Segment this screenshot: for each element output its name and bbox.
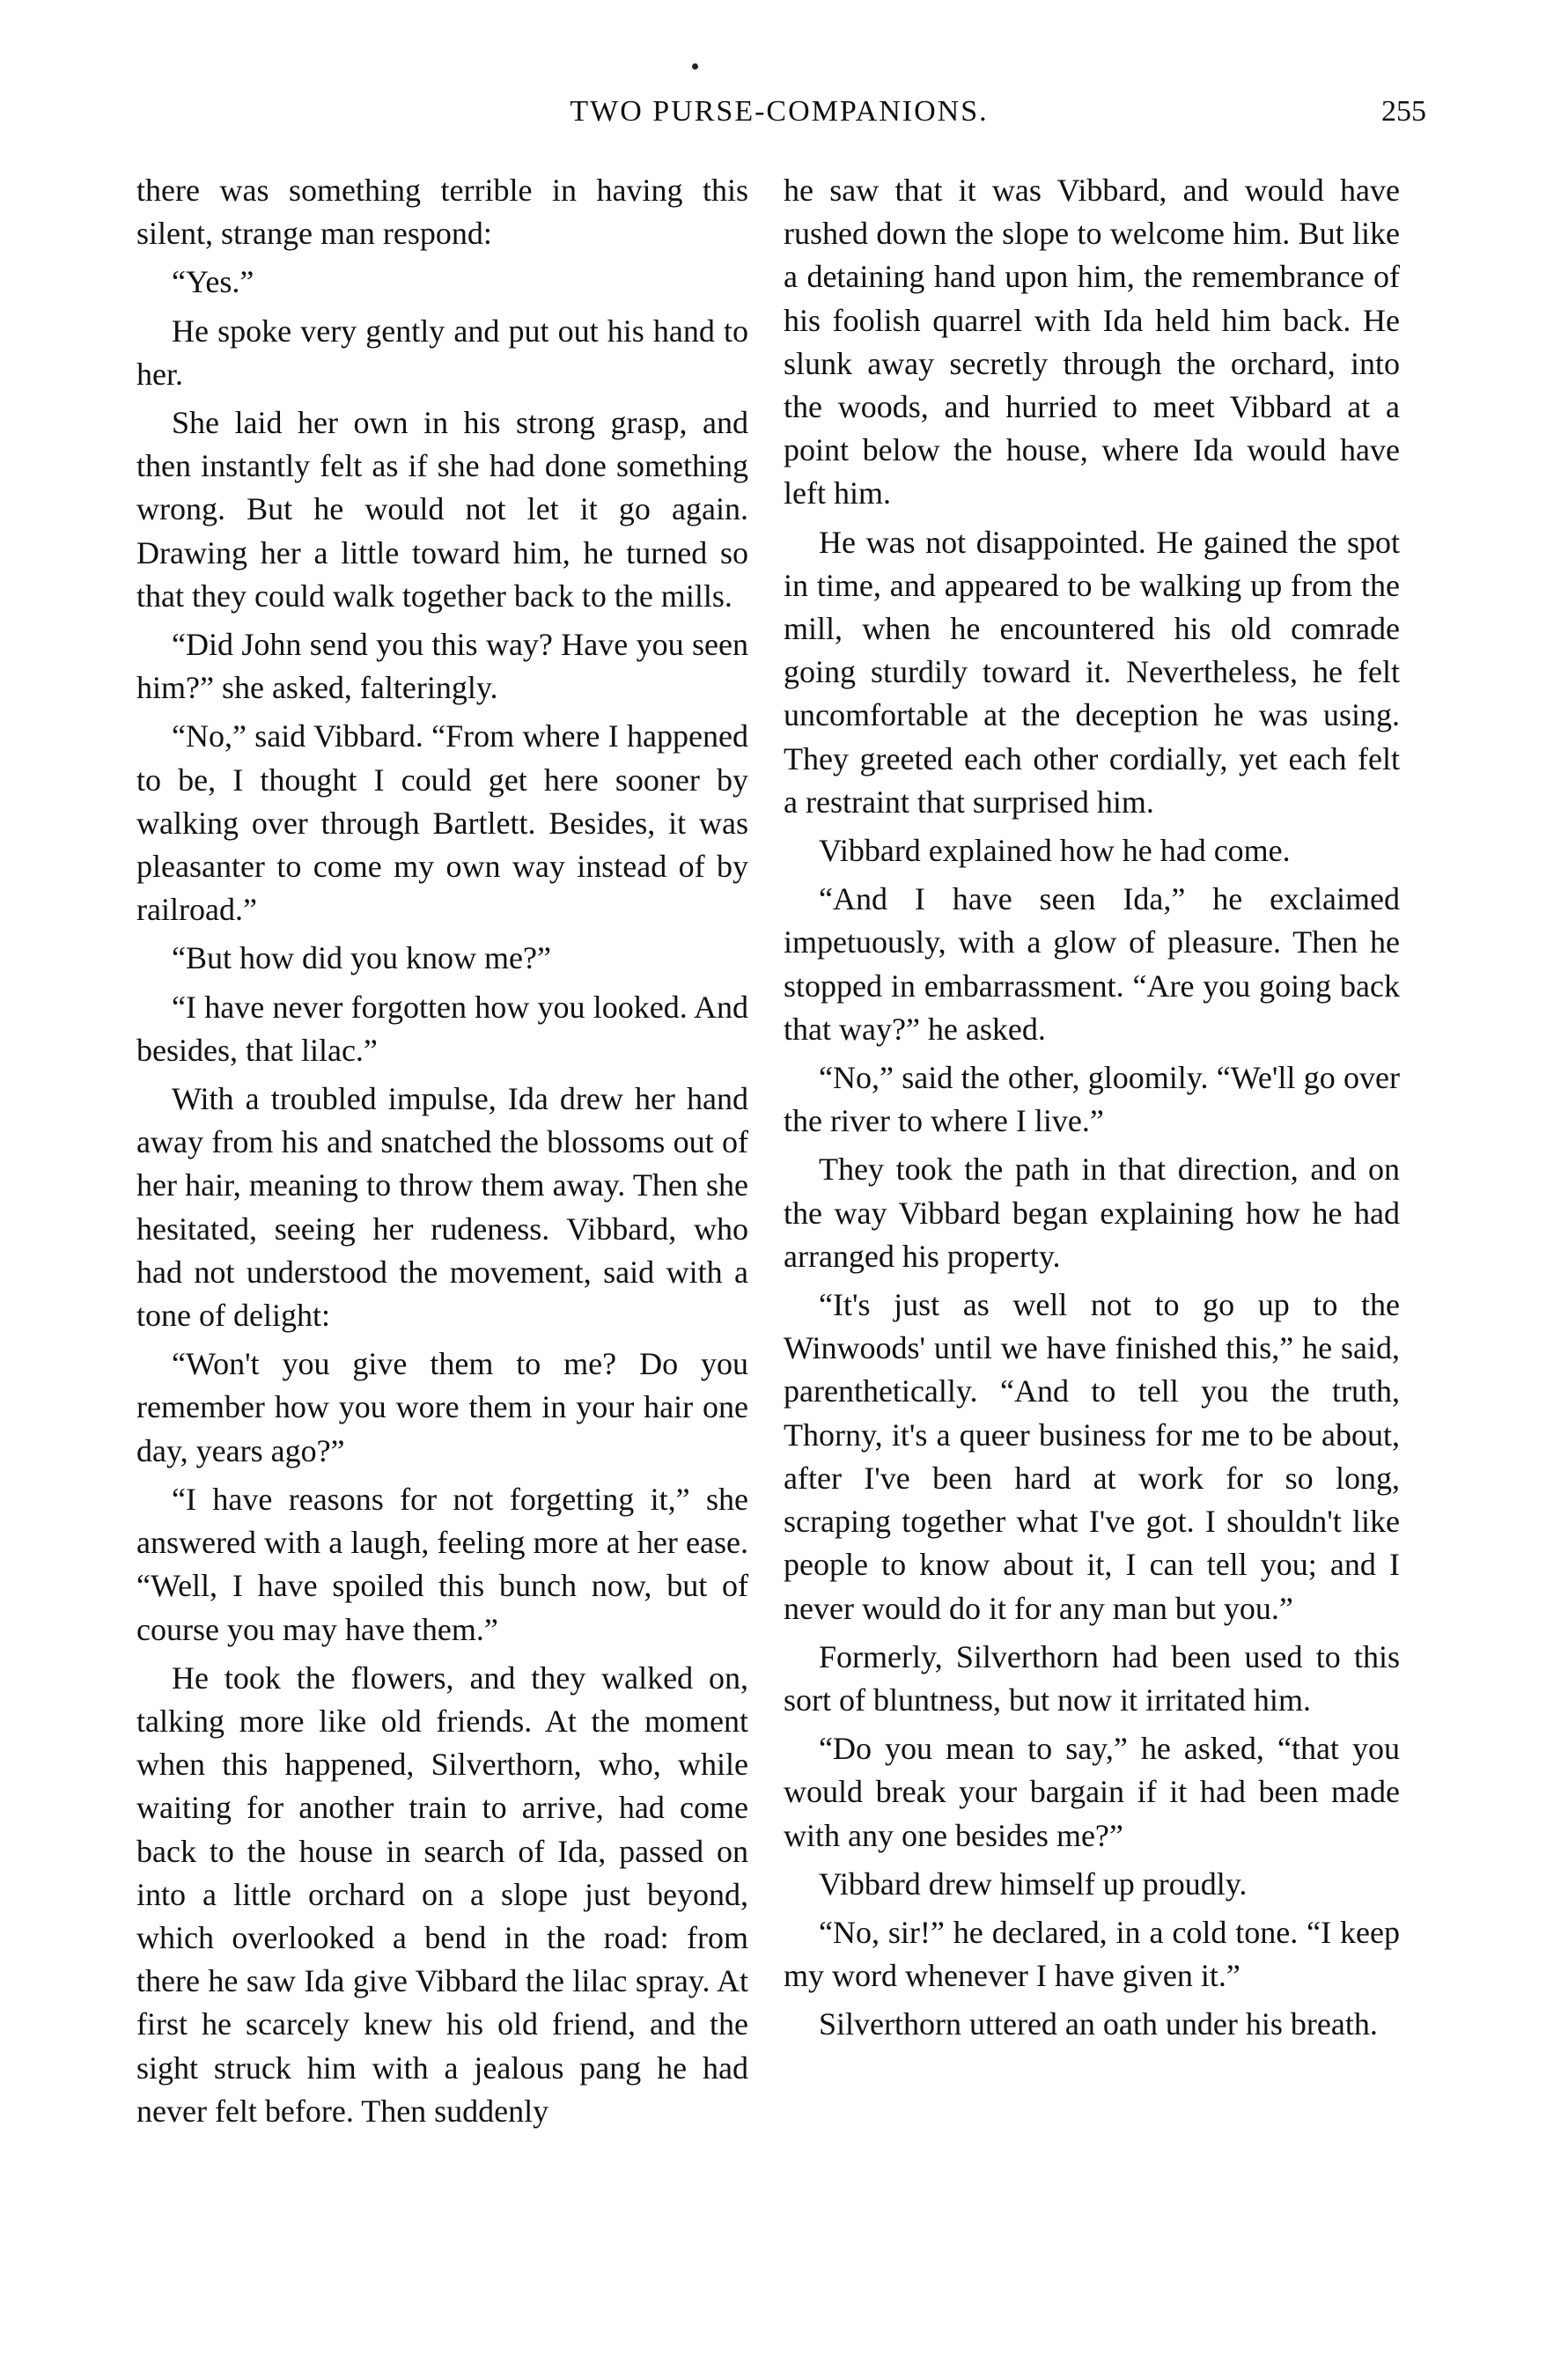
paragraph: “I have never forgotten how you looked. And besides, that lilac.” [136, 989, 748, 1068]
paragraph: “Yes.” [172, 264, 254, 300]
paragraph: “No, sir!” he declared, in a cold tone. “I keep my word whenever I have given it.” [784, 1914, 1400, 1994]
paragraph: Vibbard drew himself up proudly. [819, 1865, 1248, 1902]
paragraph: “No,” said Vibbard. “From where I happened to be, I thought I could get here sooner by walking over through Bartlett. Besides, it was pleasanter to come my own way instead of by railroad.” [136, 718, 748, 928]
paragraph: “I have reasons for not forgetting it,” she answered with a laugh, feeling more at her ease. “Well, I have spoiled this bunch now, but of course you may have them.” [136, 1481, 748, 1647]
paragraph: They took the path in that direction, and on the way Vibbard began explaining how he had arranged his property. [784, 1152, 1400, 1274]
paragraph: he saw that it was Vibbard, and would have rushed down the slope to welcome him. But like a detaining hand upon him, the remembrance of his foolish quarrel with Ida held him back. He slunk away secretly through the orchard, into the woods, and hurried to meet Vibbard at a point below the house, where Ida would have left him. [784, 173, 1400, 511]
paragraph: “It's just as well not to go up to the Winwoods' until we have finished this,” he said, parenthetically. “And to tell you the truth, Thorny, it's a queer business for me to be about, after I've been hard at work for so long, scraping together what I've got. I shouldn't like people to know about it, I can tell you; and I never would do it for any man but you.” [784, 1287, 1400, 1626]
paragraph: “Did John send you this way? Have you seen him?” she asked, falteringly. [136, 627, 748, 706]
paragraph: “No,” said the other, gloomily. “We'll go over the river to where I live.” [784, 1060, 1400, 1139]
paragraph: “Won't you give them to me? Do you remember how you wore them in your hair one day, years ago?” [136, 1346, 748, 1468]
paragraph: “And I have seen Ida,” he exclaimed impetuously, with a glow of pleasure. Then he stopped in embarrassment. “Are you going back that way?” he asked. [784, 881, 1400, 1047]
page-number: 255 [1381, 95, 1426, 128]
paragraph: Silverthorn uttered an oath under his breath. [819, 2006, 1378, 2042]
paragraph: “Do you mean to say,” he asked, “that you would break your bargain if it had been made with any one besides me?” [784, 1731, 1400, 1853]
paragraph: He was not disappointed. He gained the spot in time, and appeared to be walking up from the mill, when he encountered his old comrade going sturdily toward it. Nevertheless, he felt uncomfortable at the deception he was using. They greeted each other cordially, yet each felt a restraint that surprised him. [784, 524, 1400, 820]
paragraph: She laid her own in his strong grasp, and then instantly felt as if she had done something wrong. But he would not let it go again. Drawing her a little toward him, he turned so that they could walk together back to the mills. [136, 405, 748, 614]
paragraph: “But how did you know me?” [172, 940, 551, 976]
paragraph: With a troubled impulse, Ida drew her hand away from his and snatched the blossoms out of her hair, meaning to throw them away. Then she hesitated, seeing her rudeness. Vibbard, who had not understood the movement, said with a tone of delight: [136, 1081, 748, 1334]
left-column [136, 169, 748, 2138]
decorative-dot [692, 63, 698, 70]
page-header [132, 95, 1426, 139]
paragraph: Formerly, Silverthorn had been used to this sort of bluntness, but now it irritated him. [784, 1638, 1400, 1718]
running-title: TWO PURSE-COMPANIONS. [570, 95, 989, 128]
paragraph: Vibbard explained how he had come. [819, 833, 1291, 869]
right-column [784, 169, 1400, 2052]
paragraph: He took the flowers, and they walked on, talking more like old friends. At the moment when this happened, Silverthorn, who, while waiting for another train to arrive, had come back to the house in search of Ida, passed on into a little orchard on a slope just beyond, which overlooked a bend in the road: from there he saw Ida give Vibbard the lilac spray. At first he scarcely knew his old friend, and the sight struck him with a jealous pang he had never felt before. Then suddenly [136, 1659, 748, 2129]
paragraph: He spoke very gently and put out his hand to her. [136, 313, 748, 392]
paragraph: there was something terrible in having this silent, strange man respond: [136, 173, 748, 252]
